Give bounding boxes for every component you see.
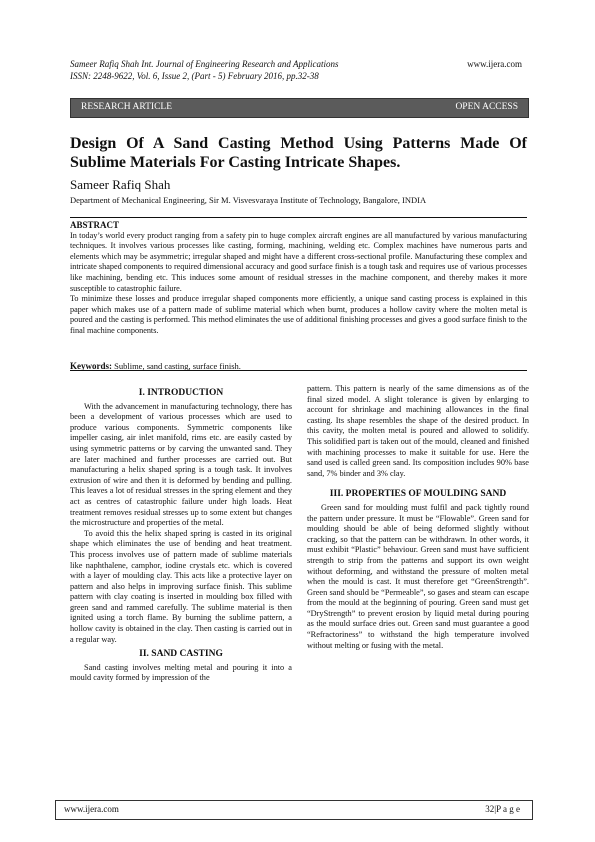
abstract-paragraph-1: In today’s world every product ranging from a safety pin to huge complex aircraft engines are all manufactured by various manufacturing techniques. It involves various processes like casting, forming, machining, welding etc. Complex machines have numerous parts and elements which may be asymmetric; irregular shaped and might have a different cross-sectional profile. Manufacturing these complex and intricate shaped components to required dimensional accuracy and good surface finish is a tough task and requires use of various processes like machining, bending etc. This induces some amount of residual stresses in the machine component, and thereby makes it more susceptible to catastrophic failure. — [70, 230, 527, 293]
section-heading-sand-casting: II. SAND CASTING — [139, 649, 223, 660]
abstract-paragraph-2: To minimize these losses and produce irregular shaped components more efficiently, a unique sand casting process is explained in this paper which makes use of a pattern made of sublime material which when burnt, produces a hollow cavity where the molten metal is poured and the casting is performed. This method eliminates the use of additional finishing processes and gives a good surface finish to the final machine components. — [70, 294, 527, 335]
paper-title: Design Of A Sand Casting Method Using Patterns Made Of Sublime Materials For Casting Intricate Shapes. — [70, 135, 527, 171]
page-footer — [55, 800, 533, 820]
section-heading-introduction: I. INTRODUCTION — [138, 388, 224, 398]
journal-line: Sameer Rafiq Shah Int. Journal of Engineering Research and Applications — [70, 59, 339, 69]
intro-paragraph-1: With the advancement in manufacturing technology, there has been a development of various processes which are used to produce various components. Symmetric components like impeller casing, air inlet manifold, rims etc. are easily casted by using symmetric patterns or by carving the unwanted sand. They are later machined and further processes are carried out. But manufacturing a helix shaped spring is a tough task. It involves extrusion of wire and then it is deformed by bending and pulling. This leaves a lot of residual stresses in the spring element and they act as centres of catastrophic failure under high loads. Heat treatment removes residual stresses up to some extent but changes the microstructure and properties of the metal. — [70, 401, 292, 528]
properties-paragraph: Green sand for moulding must fulfil and pack tightly round the pattern under pressure. It must be “Flowable”. Green sand for moulding should be able of being deformed slightly without cracking, so that the pattern can be withdrawn. In other words, it must exhibit “Plastic” behaviour. Green sand must have sufficient strength to strip from the patterns and support its own weight without deforming, and withstand the pressure of molten metal when the mould is cast. It must therefore get “GreenStrength”. Green sand should be “Permeable”, so gases and steam can escape from the mould at the beginning of pouring. Green sand must get “DryStrength” to prevent erosion by liquid metal during pouring as the mould surface dries out. Green sand must guarantee a good “Refractoriness” to withstand the high temperature involved without melting or fusing with the metal. — [307, 502, 529, 650]
section-heading-properties: III. PROPERTIES OF MOULDING SAND — [329, 489, 507, 500]
abstract-heading: ABSTRACT — [70, 220, 120, 230]
keywords-label: Keywords: — [70, 361, 112, 371]
footer-site-link[interactable]: www.ijera.com — [64, 804, 119, 814]
left-column — [70, 384, 292, 684]
open-access-label: OPEN ACCESS — [455, 102, 518, 112]
issn-line: ISSN: 2248-9622, Vol. 6, Issue 2, (Part - 5) February 2016, pp.32-38 — [70, 71, 319, 81]
abstract-box — [70, 217, 527, 371]
author-affiliation: Department of Mechanical Engineering, Sir M. Visvesvaraya Institute of Technology, Bangalore, INDIA — [70, 195, 427, 205]
article-type-banner — [70, 98, 529, 118]
page-number: 32|P a g e — [485, 804, 520, 814]
sand-casting-continued: pattern. This pattern is nearly of the same dimensions as of the final sized model. A slight tolerance is given by enlarging to account for shrinkage and machining allowances in the final casting. Its shape resembles the shape of the desired product. In this cavity, the molten metal is poured and allowed to solidify. This solidified part is taken out of the mould, cleaned and finished with machining processes to make it suitable for use. Here the sand used is called green sand. Its composition includes 90% base sand, 7% binder and 3% clay. — [307, 384, 529, 478]
right-column — [307, 384, 529, 651]
intro-paragraph-2: To avoid this the helix shaped spring is casted in its original shape which eliminates the use of bending and heat treatment. This process involves use of pattern made of sublime materials like naphthalene, camphor, iodine crystals etc. which is covered with a layer of moulding clay. This acts like a protective layer on pattern and also helps in improving surface finish. This sublime pattern with clay coating is inserted in moulding box filled with green sand and rammed carefully. The sublime material is then ignited using a torch flame. By burning the sublime pattern, a hollow cavity is obtained in the clay. Then casting is carried out in a regular way. — [70, 528, 292, 644]
sand-casting-paragraph: Sand casting involves melting metal and pouring it into a mould cavity formed by impression of the — [70, 662, 292, 683]
running-header — [70, 58, 522, 82]
keywords-line — [70, 361, 527, 371]
author-name: Sameer Rafiq Shah — [70, 177, 171, 192]
journal-site-link[interactable]: www.ijera.com — [467, 59, 522, 69]
keywords-text: Sublime, sand casting, surface finish. — [112, 361, 241, 371]
research-article-label: RESEARCH ARTICLE — [81, 102, 173, 112]
